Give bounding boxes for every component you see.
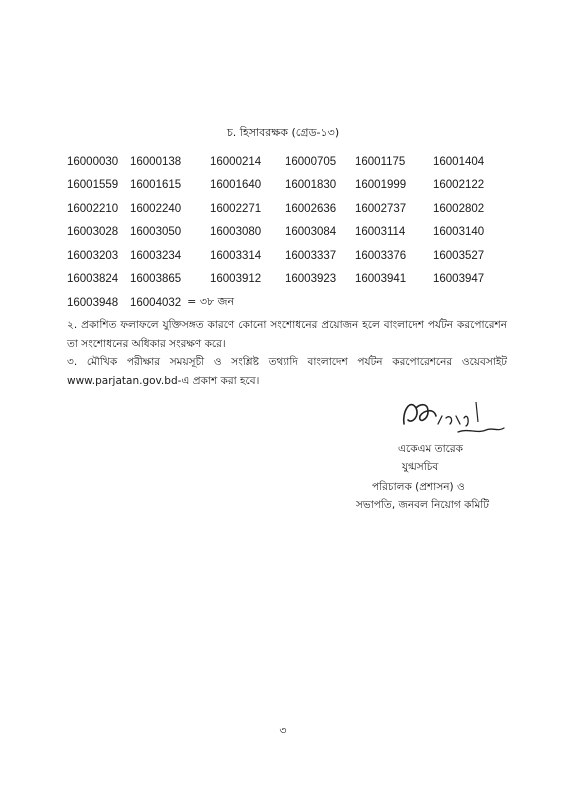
roll-number: 16002122 [433,179,485,192]
page-number: ৩ [279,724,287,737]
note-correction-rights: ২. প্রকাশিত ফলাফলে যুক্তিসঙ্গত কারণে কোনো সংশোধনের প্রয়োজন হলে বাংলাদেশ পর্যটন করপোরেশন তা সংশোধনের অধিকার সংরক্ষণ করে। [67,319,507,350]
roll-number: 16003314 [210,249,262,262]
roll-number: 16002271 [210,202,262,215]
roll-number: 16003080 [210,226,262,239]
roll-number-table [67,150,507,315]
roll-number: 16003084 [285,226,337,239]
roll-number: 16002802 [433,202,485,215]
roll-number: 16003028 [67,226,119,239]
section-heading: চ. হিসাবরক্ষক (গ্রেড-১৩) [226,126,340,139]
roll-number: 16003947 [433,273,485,286]
roll-number: 16003527 [433,249,485,262]
roll-number: 16003050 [130,226,182,239]
table-row-last [67,291,507,315]
roll-number: 16003234 [130,249,182,262]
signatory-designation: যুগ্মসচিব [402,461,439,473]
roll-number: 16000705 [285,155,337,168]
roll-number: 16001559 [67,179,119,192]
roll-number: 16003923 [285,273,337,286]
roll-number: 16000030 [67,155,119,168]
signatory-committee: সভাপতি, জনবল নিয়োগ কমিটি [356,499,490,511]
roll-number: 16001615 [130,179,182,192]
roll-number: 16000138 [130,155,182,168]
roll-number: 16003140 [433,226,485,239]
roll-number: 16003203 [67,249,119,262]
roll-number: 16003337 [285,249,337,262]
table-row [67,150,507,174]
note-viva-schedule: ৩. মৌখিক পরীক্ষার সময়সূচী ও সংশ্লিষ্ট তথ্যাদি বাংলাদেশ পর্যটন করপোরেশনের ওয়েবসাইট www.parjatan.gov.bd-এ প্রকাশ করা হবে। [67,356,507,387]
roll-number: 16003114 [355,226,406,239]
roll-number: 16003948 [67,296,119,309]
roll-number: 16003865 [130,273,182,286]
roll-number: 16002636 [285,202,337,215]
roll-number: 16000214 [210,155,262,168]
table-row [67,268,507,292]
signatory-role: পরিচালক (প্রশাসন) ও [372,481,465,493]
roll-number: 16004032 [130,296,182,309]
roll-number: 16002737 [355,202,407,215]
roll-number: 16001640 [210,179,262,192]
roll-number: 16001999 [355,179,407,192]
table-row [67,174,507,198]
roll-number: 16003912 [210,273,262,286]
roll-number: 16003376 [355,249,407,262]
roll-number: 16002210 [67,202,119,215]
roll-number: 16002240 [130,202,182,215]
handwritten-signature [398,394,510,442]
roll-number: 16003941 [355,273,407,286]
signatory-name: একেএম তারেক [398,443,463,455]
candidate-total: = ৩৮ জন [187,295,235,309]
roll-number: 16001404 [433,155,485,168]
roll-number: 16001175 [355,155,406,168]
roll-number: 16003824 [67,273,119,286]
table-row [67,221,507,245]
roll-number: 16001830 [285,179,337,192]
table-row [67,197,507,221]
table-row [67,244,507,268]
